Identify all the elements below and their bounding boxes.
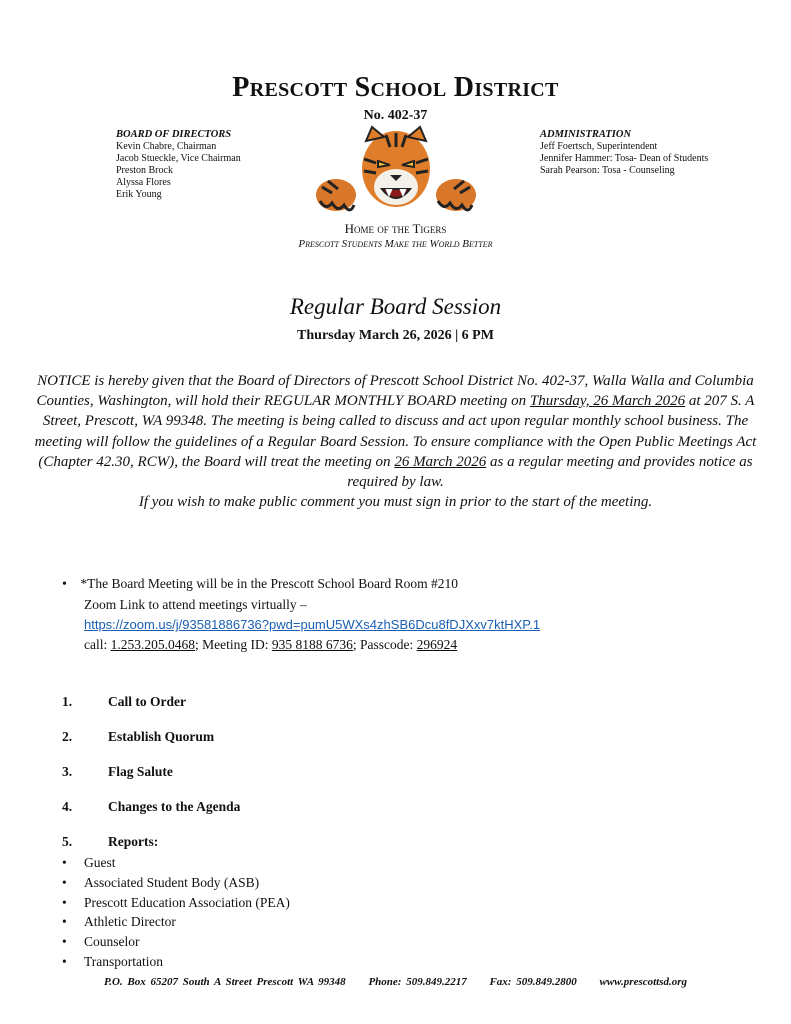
meeting-title: Regular Board Session — [289, 294, 502, 319]
bullet-icon: • — [62, 914, 67, 930]
board-heading: BOARD OF DIRECTORS — [116, 129, 232, 140]
notice-text: as a regular meeting and provides notice as required by law. — [347, 453, 753, 491]
home-of-the-tigers: Home of the Tigers — [344, 221, 447, 236]
bullet-icon: • — [62, 894, 67, 910]
district-number: No. 402-37 — [363, 108, 428, 123]
admin-member: Jeff Foertsch, Superintendent — [540, 141, 658, 152]
board-member: Alyssa Flores — [116, 177, 171, 188]
administration-heading: ADMINISTRATION — [540, 129, 632, 140]
board-member: Erik Young — [116, 189, 162, 200]
agenda-number: 5. — [62, 834, 73, 849]
admin-member: Jennifer Hammer: Tosa- Dean of Students — [540, 153, 709, 164]
list-item: • Guest — [62, 853, 290, 873]
footer-fax: Fax: 509.849.2800 — [489, 976, 577, 988]
page-footer — [0, 976, 791, 988]
administration — [540, 129, 708, 177]
call-phone[interactable]: 1.253.205.0468 — [110, 637, 195, 652]
zoom-label: Zoom Link to attend meetings virtually – — [84, 597, 307, 612]
district-title: Prescott School District — [232, 72, 559, 103]
list-item: • Prescott Education Association (PEA) — [62, 893, 290, 913]
notice-date: Thursday, 26 March 2026 — [529, 393, 686, 410]
agenda-item: Call to Order — [108, 694, 186, 709]
footer-website[interactable]: www.prescottsd.org — [599, 976, 688, 988]
bullet-icon: • — [62, 934, 67, 950]
agenda-item: Establish Quorum — [108, 729, 215, 744]
meeting-date: Thursday March 26, 2026 | 6 PM — [297, 328, 494, 343]
board-member: Kevin Chabre, Chairman — [116, 141, 217, 152]
notice-text: at 207 S. A Street, Prescott, WA 99348. The meeting is being called to discuss and act upon regular monthly school business. The meeting will follow the guidelines of a Regular Board Session. To ensure compliance with the Open Public Meetings Act (Chapter 42.30, RCW), the Board will treat the meeting on — [34, 393, 757, 470]
agenda-item: Changes to the Agenda — [108, 799, 241, 814]
board-member: Preston Brock — [116, 165, 173, 176]
footer-phone: Phone: 509.849.2217 — [368, 976, 467, 988]
passcode[interactable]: 296924 — [416, 637, 458, 652]
call-info: call: 1.253.205.0468; Meeting ID: 935 8188 6736; Passcode: 296924 — [84, 637, 458, 652]
footer-address: P.O. Box 65207 South A Street Prescott WA 99348 — [103, 976, 346, 988]
meeting-id[interactable]: 935 8188 6736 — [271, 637, 353, 652]
agenda-item: Reports: — [108, 834, 159, 849]
list-item: • Transportation — [62, 952, 290, 972]
location-text: *The Board Meeting will be in the Prescott School Board Room #210 — [80, 576, 458, 591]
bullet-icon: • — [62, 874, 67, 890]
notice-date: 26 March 2026 — [394, 453, 487, 470]
list-item: • Athletic Director — [62, 912, 290, 932]
agenda-number: 2. — [62, 729, 73, 744]
bullet-icon: • — [62, 953, 67, 969]
notice-text: NOTICE is hereby given that the Board of Directors of Prescott School District No. 402-37, Walla Walla and Columbia Counties, Washington, will hold their REGULAR MONTHLY BOARD meeting on — [36, 373, 754, 410]
admin-member: Sarah Pearson: Tosa - Counseling — [540, 165, 675, 176]
public-comment-note: If you wish to make public comment you must sign in prior to the start of the meeting. — [138, 494, 653, 511]
reports-list — [62, 853, 290, 972]
bullet-icon: • — [62, 855, 67, 870]
agenda-number: 4. — [62, 799, 73, 814]
notice-paragraph — [32, 371, 759, 512]
meeting-location-bullet — [62, 574, 540, 655]
agenda-number: 1. — [62, 694, 73, 709]
board-of-directors — [116, 129, 241, 201]
agenda-item: Flag Salute — [108, 764, 173, 779]
district-motto: Prescott Students Make the World Better — [298, 238, 493, 250]
agenda-number: 3. — [62, 764, 73, 779]
list-item: • Counselor — [62, 932, 290, 952]
bullet-icon: • — [62, 577, 67, 592]
zoom-link[interactable]: https://zoom.us/j/93581886736?pwd=pumU5WXs4zhSB6Dcu8fDJXxv7ktHXP.1 — [84, 617, 541, 632]
tiger-mascot-icon — [312, 125, 480, 221]
board-member: Jacob Stueckle, Vice Chairman — [116, 153, 241, 164]
list-item: • Associated Student Body (ASB) — [62, 873, 290, 893]
